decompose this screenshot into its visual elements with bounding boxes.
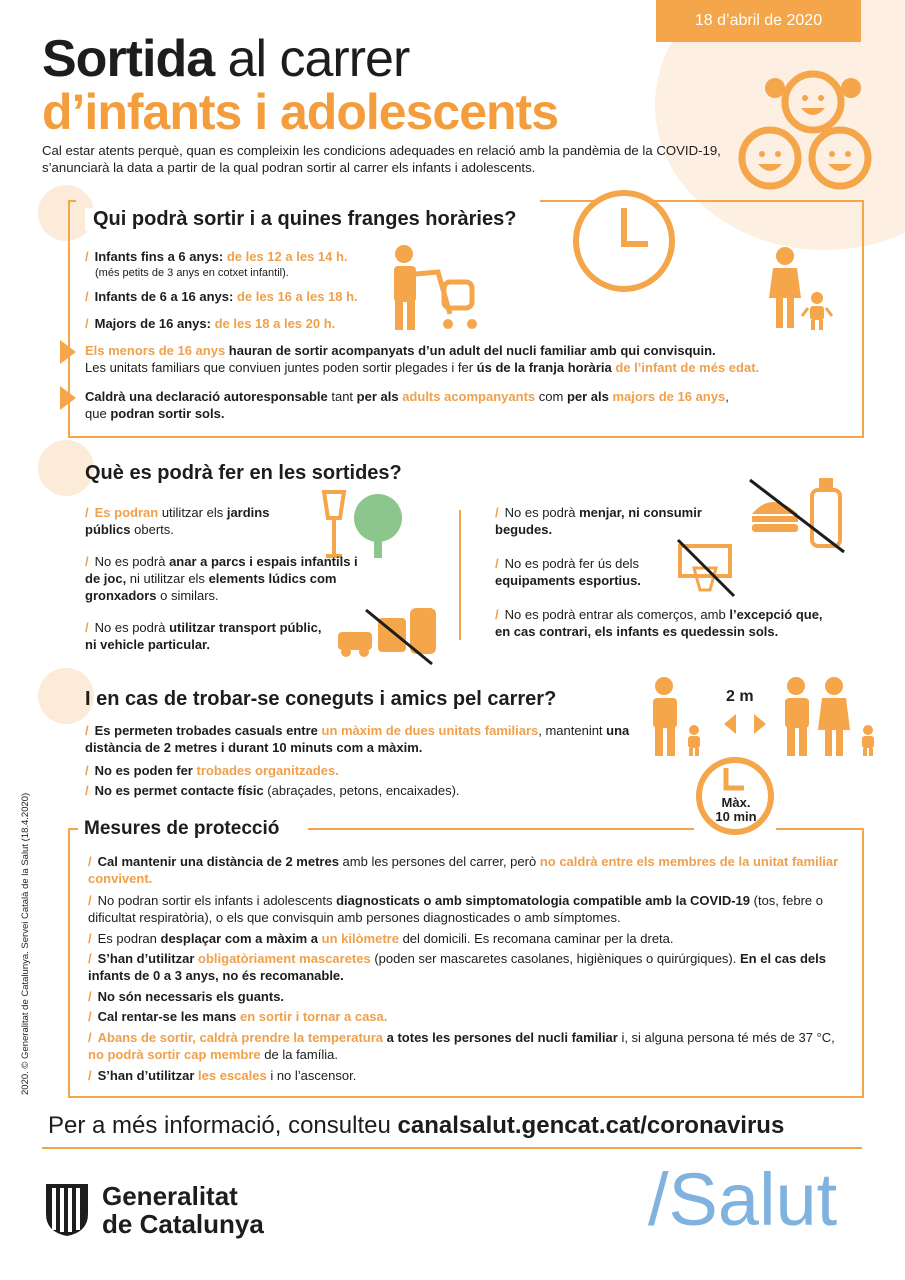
forbidden-eating: / No es podrà menjar, ni consumir begudes. (495, 505, 702, 537)
distance-arrows-icon (722, 712, 768, 736)
section-1-title: Qui podrà sortir i a quines franges horàries? (85, 208, 524, 231)
note-declaration: Caldrà una declaració autoresponsable tant per als adults acompanyants com per als majors de 16 anys, que podran sortir sols. (85, 389, 729, 421)
forbidden-sports: / No es podrà fer ús dels equipaments esportius. (495, 556, 641, 588)
children-faces-icon (735, 70, 875, 200)
no-basketball-icon (674, 538, 738, 598)
generalitat-logo-icon (42, 1180, 92, 1238)
info-link[interactable]: canalsalut.gencat.cat/coronavirus (397, 1112, 785, 1139)
schedule-item-2: / Infants de 6 a 16 anys: de les 16 a les 18 h. (85, 289, 358, 304)
salut-logo: /Salut (648, 1158, 838, 1241)
page-subtitle: d’infants i adolescents (42, 84, 559, 140)
measure-5: / No són necessaris els guants. (88, 989, 285, 1004)
forbidden-shops: / No es podrà entrar als comerços, amb l’excepció que, en cas contrari, els infants es quedessin sols. (495, 607, 823, 639)
adult-with-stroller-icon (388, 244, 488, 334)
clock-icon (568, 186, 680, 296)
copyright-credit: 2020. © Generalitat de Catalunya. Servei Català de la Salut (18.4.2020) (20, 792, 31, 1095)
measure-3: / Es podran desplaçar com a màxim a un kilòmetre del domicili. Es recomana caminar per la dreta. (88, 931, 674, 946)
forbidden-parks: / No es podrà anar a parcs i espais infantils i de joc, ni utilitzar els elements lúdics com gronxadors o similars. (85, 554, 358, 603)
box-top-line (776, 828, 862, 830)
schedule-item-3: / Majors de 16 anys: de les 18 a les 20 h. (85, 316, 336, 331)
page-title: Sortida al carrer (42, 30, 410, 88)
measure-4: / S’han d’utilitzar obligatòriament mascaretes (poden ser mascaretes casolanes, higièniques o quirúrgiques). En el cas dels infants de 0 a 3 anys, no és recomanable. (88, 951, 826, 983)
more-info-text: Per a més informació, consulteu canalsalut.gencat.cat/coronavirus (48, 1112, 785, 1139)
note-arrow-icon (60, 340, 76, 364)
measure-7: / Abans de sortir, caldrà prendre la temperatura a totes les persones del nucli familiar i, si alguna persona té més de 37 °C, no podrà sortir cap membre de la família. (88, 1030, 835, 1062)
allowed-gardens: / Es podran utilitzar els jardins públics oberts. (85, 505, 270, 537)
footer-divider (42, 1147, 862, 1149)
family-group-icon (780, 676, 880, 760)
note-accompaniment: Els menors de 16 anys hauran de sortir acompanyats d’un adult del nucli familiar amb qui convisquin. Les unitats familiars que conviuen juntes poden sortir plegades i fer ús de la franja horària de l’infant de més edat. (85, 343, 760, 375)
adult-and-child-icon (648, 676, 708, 760)
no-transport-icon (336, 604, 442, 666)
intro-text: Cal estar atents perquè, quan es compleixin les condicions adequades en relació amb la pandèmia de la COVID-19, s’anunciarà la data a partir de la qual podran sortir al carrer els infants i adolescents. (42, 143, 721, 175)
meeting-rule-1: / Es permeten trobades casuals entre un màxim de dues unitats familiars, mantenint una distància de 2 metres i durant 10 minuts com a màxim. (85, 723, 630, 755)
woman-and-child-icon (765, 246, 835, 332)
lamp-and-tree-icon (316, 488, 416, 563)
measure-2: / No podran sortir els infants i adolescents diagnosticats o amb simptomatologia compatible amb la COVID-19 (tos, febre o dificultat respiratòria), o els que convisquin amb persones diagnosticades o amb símptomes. (88, 893, 823, 925)
measure-6: / Cal rentar-se les mans en sortir i tornar a casa. (88, 1009, 388, 1024)
column-divider (459, 510, 461, 640)
box-corner (68, 828, 78, 830)
generalitat-name: Generalitat de Catalunya (102, 1181, 264, 1239)
meeting-rule-3: / No es permet contacte físic (abraçades, petons, encaixades). (85, 783, 460, 798)
box-top-line (308, 828, 694, 830)
measure-1: / Cal mantenir una distància de 2 metres amb les persones del carrer, però no caldrà entre els membres de la unitat familiar convivent. (88, 854, 839, 886)
note-arrow-icon (60, 386, 76, 410)
meeting-rule-2: / No es poden fer trobades organitzades. (85, 763, 339, 778)
date-tag: 18 d’abril de 2020 (656, 0, 861, 42)
timer-label: Màx. 10 min (715, 795, 757, 824)
schedule-item-1: / Infants fins a 6 anys: de les 12 a les 14 h. (més petits de 3 anys en cotxet infantil). (85, 249, 348, 279)
no-food-drink-icon (746, 474, 846, 554)
section-3-title: I en cas de trobar-se coneguts i amics pel carrer? (85, 688, 557, 710)
forbidden-transport: / No es podrà utilitzar transport públic, ni vehicle particular. (85, 620, 322, 652)
section-4-title: Mesures de protecció (78, 818, 285, 840)
measure-8: / S’han d’utilitzar les escales i no l’ascensor. (88, 1068, 357, 1083)
section-2-title: Què es podrà fer en les sortides? (85, 462, 402, 484)
box-corner (68, 200, 76, 202)
distance-label: 2 m (726, 688, 754, 705)
